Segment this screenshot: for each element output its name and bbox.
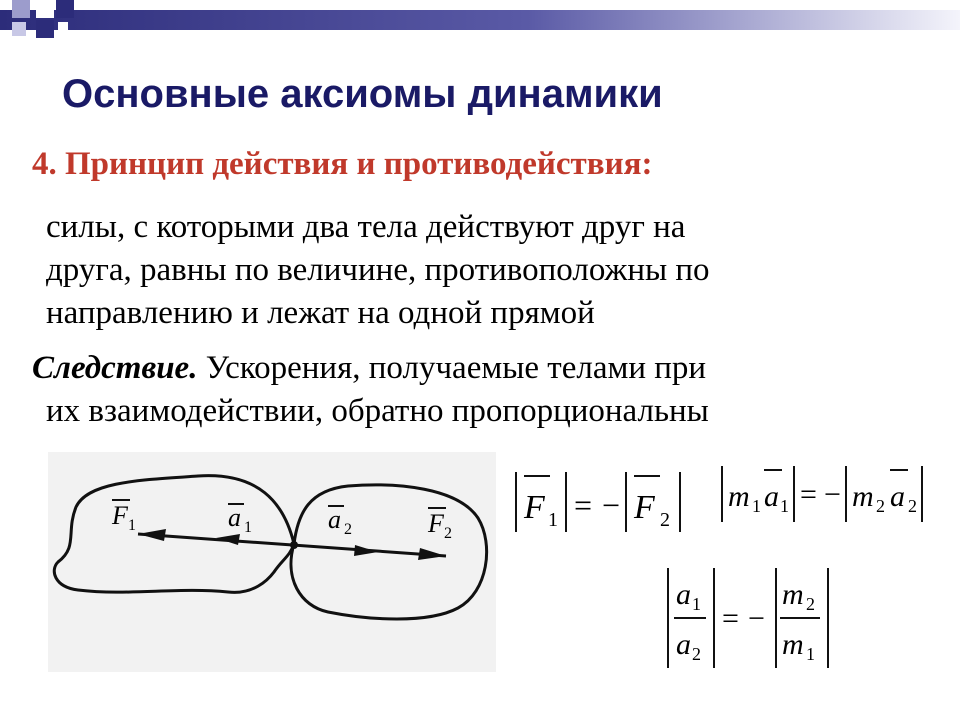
f2-m2: m (852, 480, 874, 513)
f2-m2-sub: 2 (876, 496, 885, 516)
f3-minus: − (748, 602, 765, 635)
section-heading: 4. Принцип действия и противодействия: (32, 146, 653, 182)
f2-m1-sub: 1 (752, 496, 761, 516)
principle-line-3: направлению и лежат на одной прямой (46, 295, 595, 331)
f3-eq: = (722, 602, 739, 635)
principle-text (46, 206, 926, 335)
f3-num-a-sub: 1 (692, 594, 701, 614)
f1-s2: 2 (660, 509, 670, 531)
f1-F1: F (524, 489, 545, 526)
f1-F2: F (634, 489, 655, 526)
corollary-line-2: их взаимодействии, обратно пропорциональны (46, 393, 709, 429)
f1-eq: = (574, 487, 593, 523)
f2-a2: a (890, 480, 905, 513)
label-F2: F (428, 509, 444, 538)
f1-s1: 1 (548, 509, 558, 531)
label-a1: a (228, 503, 241, 532)
two-bodies-diagram (48, 452, 496, 672)
f3-den-m-sub: 1 (806, 644, 815, 664)
principle-line-2: друга, равны по величине, противоположны по (46, 252, 710, 288)
f3-den-m: m (782, 628, 804, 661)
formula-ratio (662, 564, 842, 674)
f1-minus: − (602, 487, 621, 523)
principle-line-1: силы, с которыми два тела действуют друг на (46, 209, 686, 245)
label-a1-sub: 1 (244, 519, 252, 536)
page-title: Основные аксиомы динамики (62, 72, 663, 116)
formula-mass-acceleration (718, 460, 948, 528)
header-decoration (0, 0, 960, 48)
f2-a1: a (764, 480, 779, 513)
f3-den-a-sub: 2 (692, 644, 701, 664)
f3-num-a: a (676, 578, 691, 611)
label-a2-sub: 2 (344, 521, 352, 538)
f2-eq: = (800, 478, 817, 511)
f2-a2-sub: 2 (908, 496, 917, 516)
corollary-line-1: Ускорения, получаемые телами при (205, 350, 707, 386)
label-F2-sub: 2 (444, 525, 452, 542)
f3-den-a: a (676, 628, 691, 661)
f2-a1-sub: 1 (780, 496, 789, 516)
f3-num-m: m (782, 578, 804, 611)
label-F1-sub: 1 (128, 517, 136, 534)
f2-m1: m (728, 480, 750, 513)
corollary-lead: Следствие. (32, 350, 198, 386)
f2-minus: − (824, 478, 841, 511)
f3-num-m-sub: 2 (806, 594, 815, 614)
contact-point (290, 541, 298, 549)
label-a2: a (328, 505, 341, 534)
label-F1: F (112, 501, 128, 530)
formula-forces (510, 462, 690, 538)
corollary-text (32, 347, 932, 433)
